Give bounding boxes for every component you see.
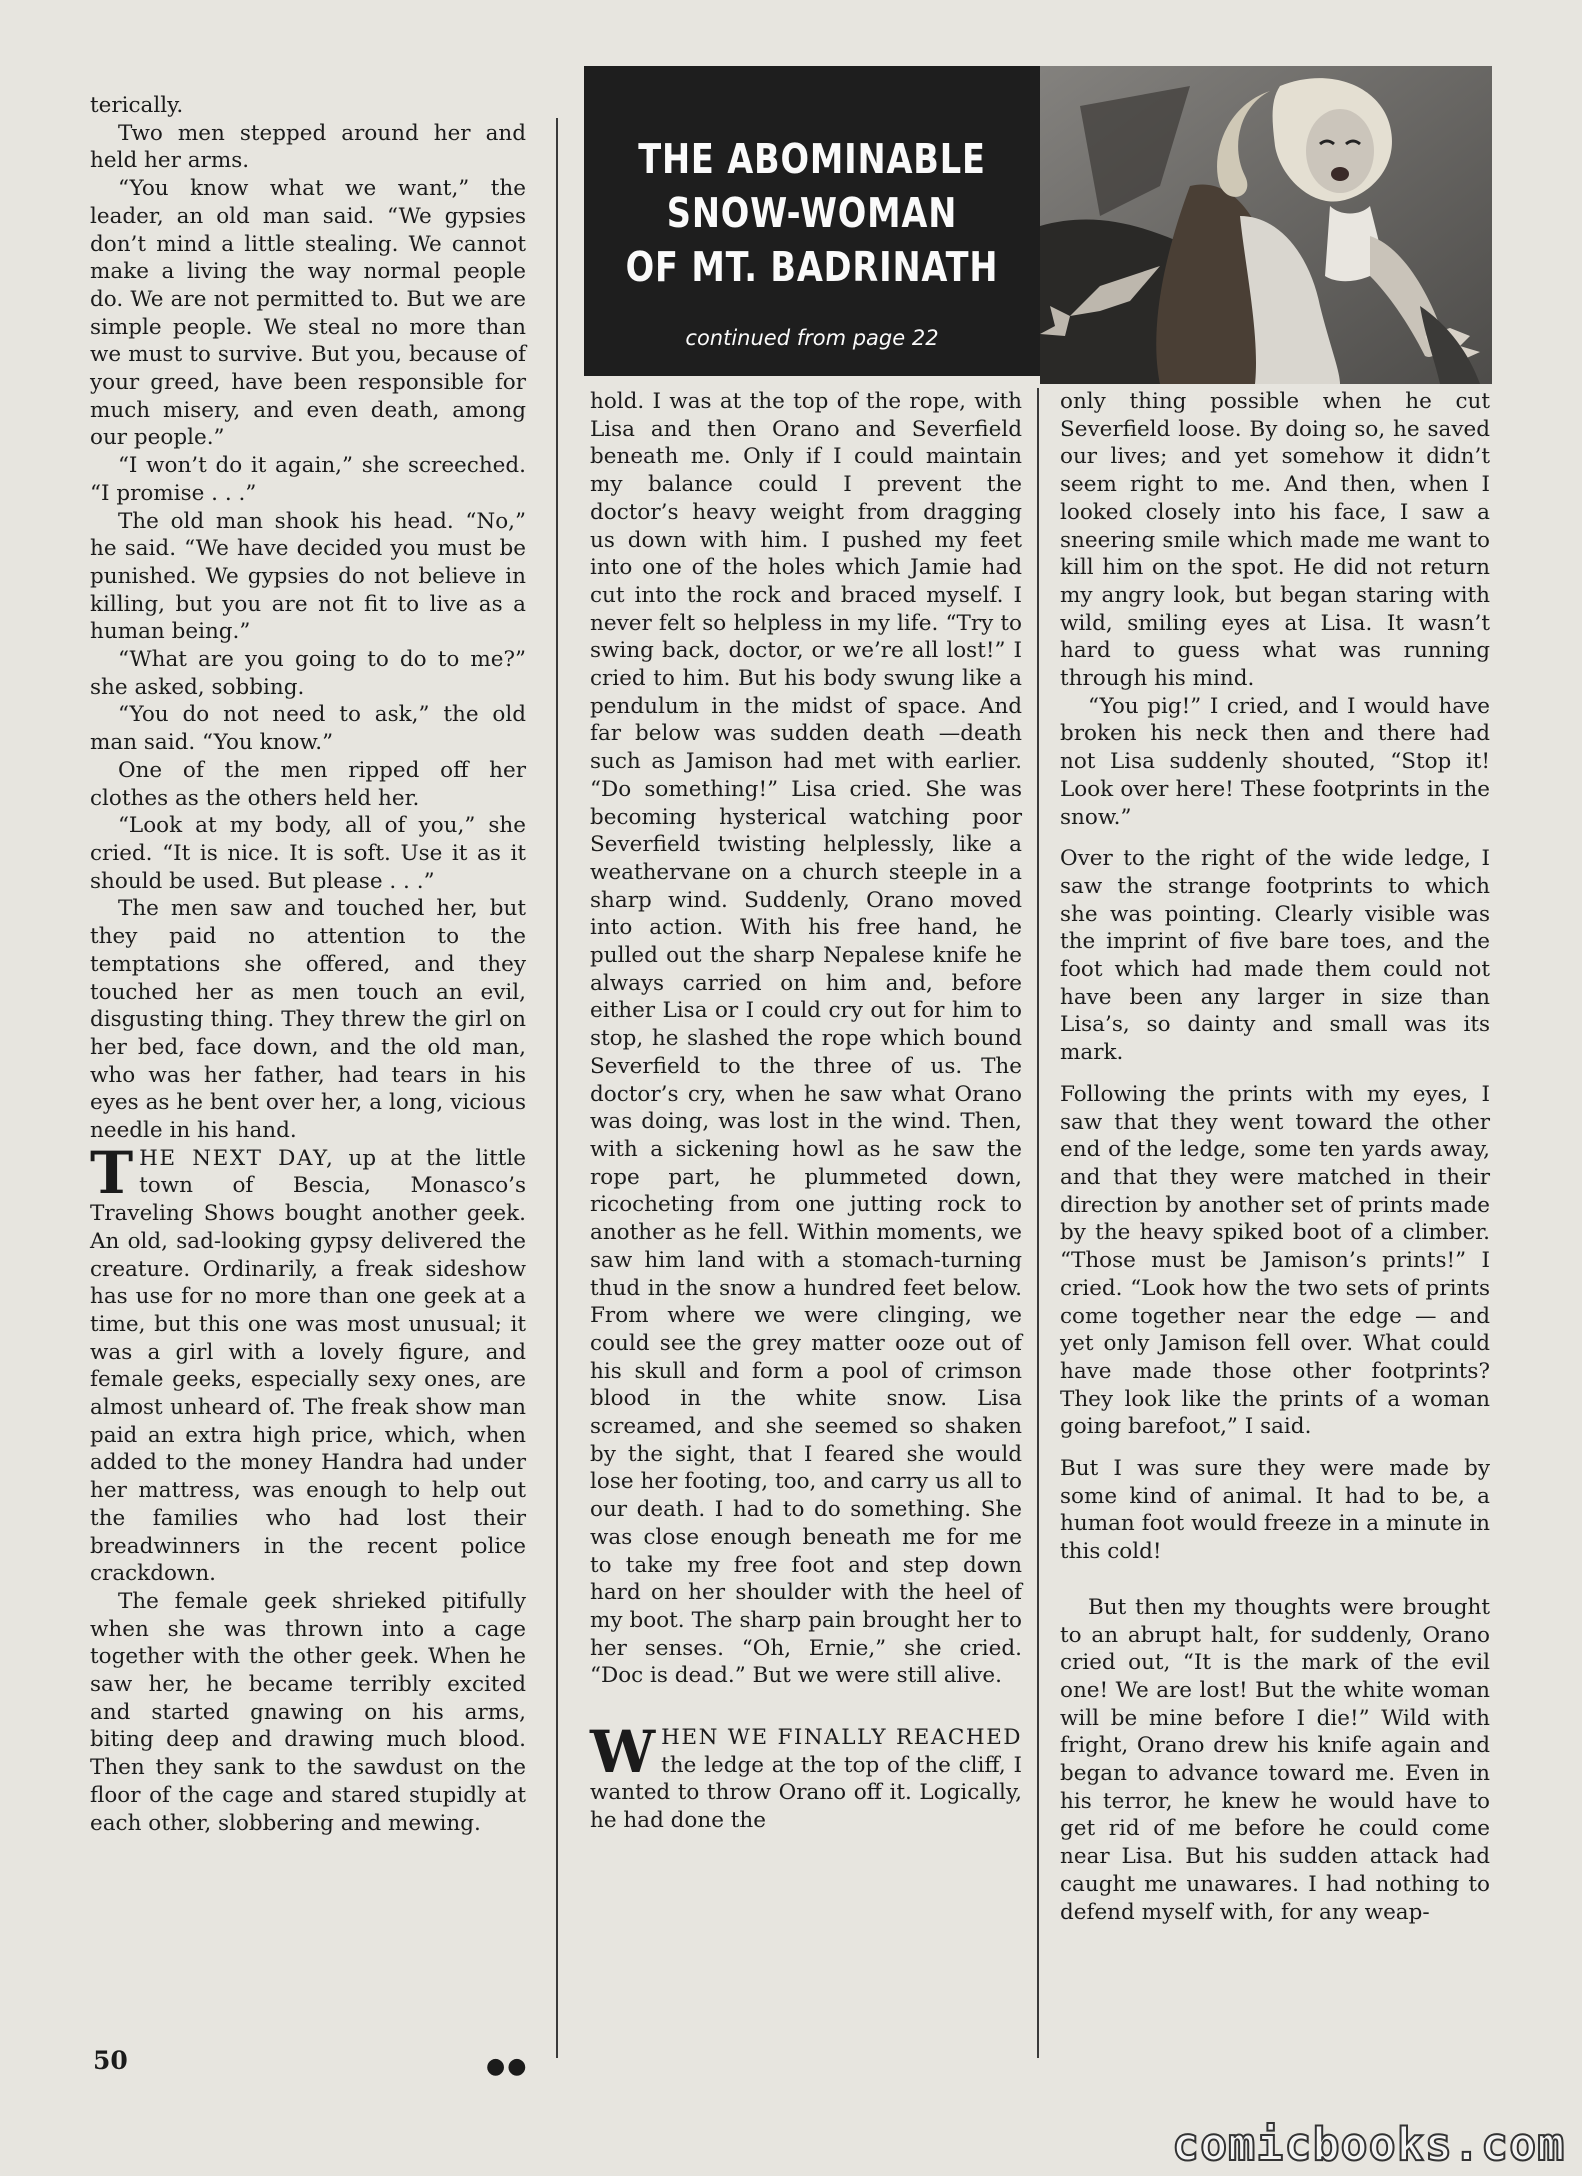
- paragraph: “Look at my body, all of you,” she cried. “It is nice. It is soft. Use it as it should be used. But please . . .”: [90, 813, 526, 894]
- title-block: [584, 66, 1040, 376]
- paragraph: hold. I was at the top of the rope, with Lisa and then Orano and Severfield beneath me. Only if I could maintain my balance could I prevent the doctor’s heavy weight from dragging us down with him. I pushed my feet into one of the holes which Jamie had cut into the rock and braced myself. I never felt so helpless in my life. “Try to swing back, doctor, or we’re all lost!” I cried to him. But his body swung like a pendulum in the midst of space. And far below was sudden death —death such as Jamison had met with earlier. “Do something!” Lisa cried. She was becoming hysterical watching poor Severfield twisting helplessly, like a weathervane on a church steeple in a sharp wind. Suddenly, Orano moved into action. With his free hand, he pulled out the sharp Nepalese knife he always carried on him and, before either Lisa or I could cry out for him to stop, he slashed the rope which bound Severfield to the three of us. The doctor’s cry, when he saw what Orano was doing, was lost in the wind. Then, with a sickening howl as he saw the rope part, he plummeted down, ricocheting from one jutting rock to another as he fell. Within moments, we saw him land with a stomach-turning thud in the snow a hundred feet below. From where we were clinging, we could see the grey matter ooze out of his skull and form a pool of crimson blood in the white snow. Lisa screamed, and she seemed so shaken by the sight, that I feared she would lose her footing, too, and carry us all to our death. I had to do something. She was close enough beneath me for me to take my free foot and step down hard on her shoulder with the heel of my boot. The sharp pain brought her to her senses. “Oh, Ernie,” she cried. “Doc is dead.” But we were still alive.: [590, 389, 1022, 1689]
- frightened-woman-illustration-icon: [1040, 66, 1492, 384]
- paragraph: “You pig!” I cried, and I would have broken his neck then and there had not Lisa suddenly shouted, “Stop it! Look over here! These footprints in the snow.”: [1060, 693, 1490, 830]
- section-text: up at the little town of Bescia, Monasco’s Traveling Shows bought another geek. An old, sad-looking gypsy delivered the creature. Ordinarily, a freak sideshow has use for no more than one geek at a time, but this one was most unusual; it was a girl with a lovely figure, and female geeks, especially sexy ones, are almost unheard of. The freak show man paid an extra high price, which, when added to the money Handra had under her mattress, was enough to help out the families who had lost their breadwinners in the recent police crackdown.: [90, 1145, 526, 1587]
- continued-note: continued from page 22: [685, 326, 939, 350]
- section-lead: HE NEXT DAY,: [139, 1145, 335, 1171]
- middle-column: [590, 388, 1022, 1835]
- paragraph: Two men stepped around her and held her arms.: [90, 120, 526, 174]
- paragraph: The men saw and touched her, but they paid no attention to the temptations she offered, and they touched her as men touch an evil, disgusting thing. They threw the girl on her bed, face down, and the old man, who was her father, had tears in his eyes as he bent over her, a long, vicious needle in his hand.: [90, 896, 526, 1144]
- title-line-2: SNOW-WOMAN: [666, 189, 958, 237]
- column-divider: [1037, 388, 1039, 2058]
- article-title: [625, 132, 999, 294]
- paragraph: But then my thoughts were brought to an abrupt halt, for suddenly, Orano cried out, “It is the mark of the evil one! We are lost! But the white woman will be mine before I die!” Wild with fright, Orano drew his knife again and began to advance toward me. Even in his terror, he knew he would have to get rid of me before he could come near Lisa. But his sudden attack had caught me unawares. I had nothing to defend myself with, for any weap-: [1060, 1594, 1490, 1925]
- paragraph: “You do not need to ask,” the old man said. “You know.”: [90, 702, 526, 756]
- title-line-1: THE ABOMINABLE: [638, 135, 986, 183]
- paragraph: The female geek shrieked pitifully when she was thrown into a cage together with the other geek. When he saw her, he became terribly excited and started gnawing on his arms, biting deep and drawing much blood. Then they sank to the sawdust on the floor of the cage and stared stupidly at each other, slobbering and mewing.: [90, 1588, 526, 1836]
- end-mark: ●●: [486, 2054, 529, 2079]
- section-text: the ledge at the top of the cliff, I wanted to throw Orano off it. Logically, he had done the: [590, 1752, 1022, 1834]
- paragraph: The old man shook his head. “No,” he said. “We have decided you must be punished. We gypsies do not believe in killing, but you are not fit to live as a human being.”: [90, 508, 526, 645]
- paragraph: But I was sure they were made by some kind of animal. It had to be, a human foot would freeze in a minute in this cold!: [1060, 1456, 1490, 1565]
- section-start-paragraph: [90, 1138, 526, 1588]
- paragraph: “I won’t do it again,” she screeched. “I promise . . .”: [90, 453, 526, 506]
- left-column: [90, 92, 526, 1837]
- watermark-logo: comicbooks.com: [1172, 2118, 1566, 2171]
- paragraph: One of the men ripped off her clothes as the others held her.: [90, 757, 526, 811]
- right-column: [1060, 388, 1490, 1926]
- paragraph: only thing possible when he cut Severfield loose. By doing so, he saved our lives; and yet somehow it didn’t seem right to me. And then, when I looked closely into his face, I saw a sneering smile which made me want to kill him on the spot. He did not return my angry look, but began staring with wild, smiling eyes at Lisa. It wasn’t hard to guess what was running through his mind.: [1060, 389, 1490, 692]
- paragraph: terically.: [90, 93, 184, 118]
- page-number: 50: [93, 2046, 128, 2075]
- drop-cap: T: [90, 1138, 134, 1207]
- paragraph: “You know what we want,” the leader, an old man said. “We gypsies don’t mind a little stealing. We cannot make a living the way normal people do. We are not permitted to. But we are simple people. We steal no more than we must to survive. But you, because of your greed, have been responsible for much misery, and even death, among our people.”: [90, 176, 526, 451]
- title-line-3: OF MT. BADRINATH: [625, 243, 999, 291]
- section-lead: HEN WE FINALLY REACHED: [661, 1725, 1022, 1751]
- paragraph: “What are you going to do to me?” she asked, sobbing.: [90, 647, 526, 700]
- drop-cap: W: [590, 1718, 656, 1787]
- column-divider: [556, 118, 558, 2058]
- paragraph: Following the prints with my eyes, I saw that they went toward the other end of the ledge, some ten yards away, and that they were matched in their direction by another set of prints made by the heavy spiked boot of a climber. “Those must be Jamison’s prints!” I cried. “Look how the two sets of prints come together near the edge — and yet only Jamison fell over. What could have made those other footprints? They look like the prints of a woman going barefoot,” I said.: [1060, 1081, 1490, 1440]
- paragraph: Over to the right of the wide ledge, I saw the strange footprints to which she was pointing. Clearly visible was the imprint of five bare toes, and the foot which had made them could not have been any larger in size than Lisa’s, so dainty and small was its mark.: [1060, 846, 1490, 1066]
- section-start-paragraph: [590, 1718, 1022, 1835]
